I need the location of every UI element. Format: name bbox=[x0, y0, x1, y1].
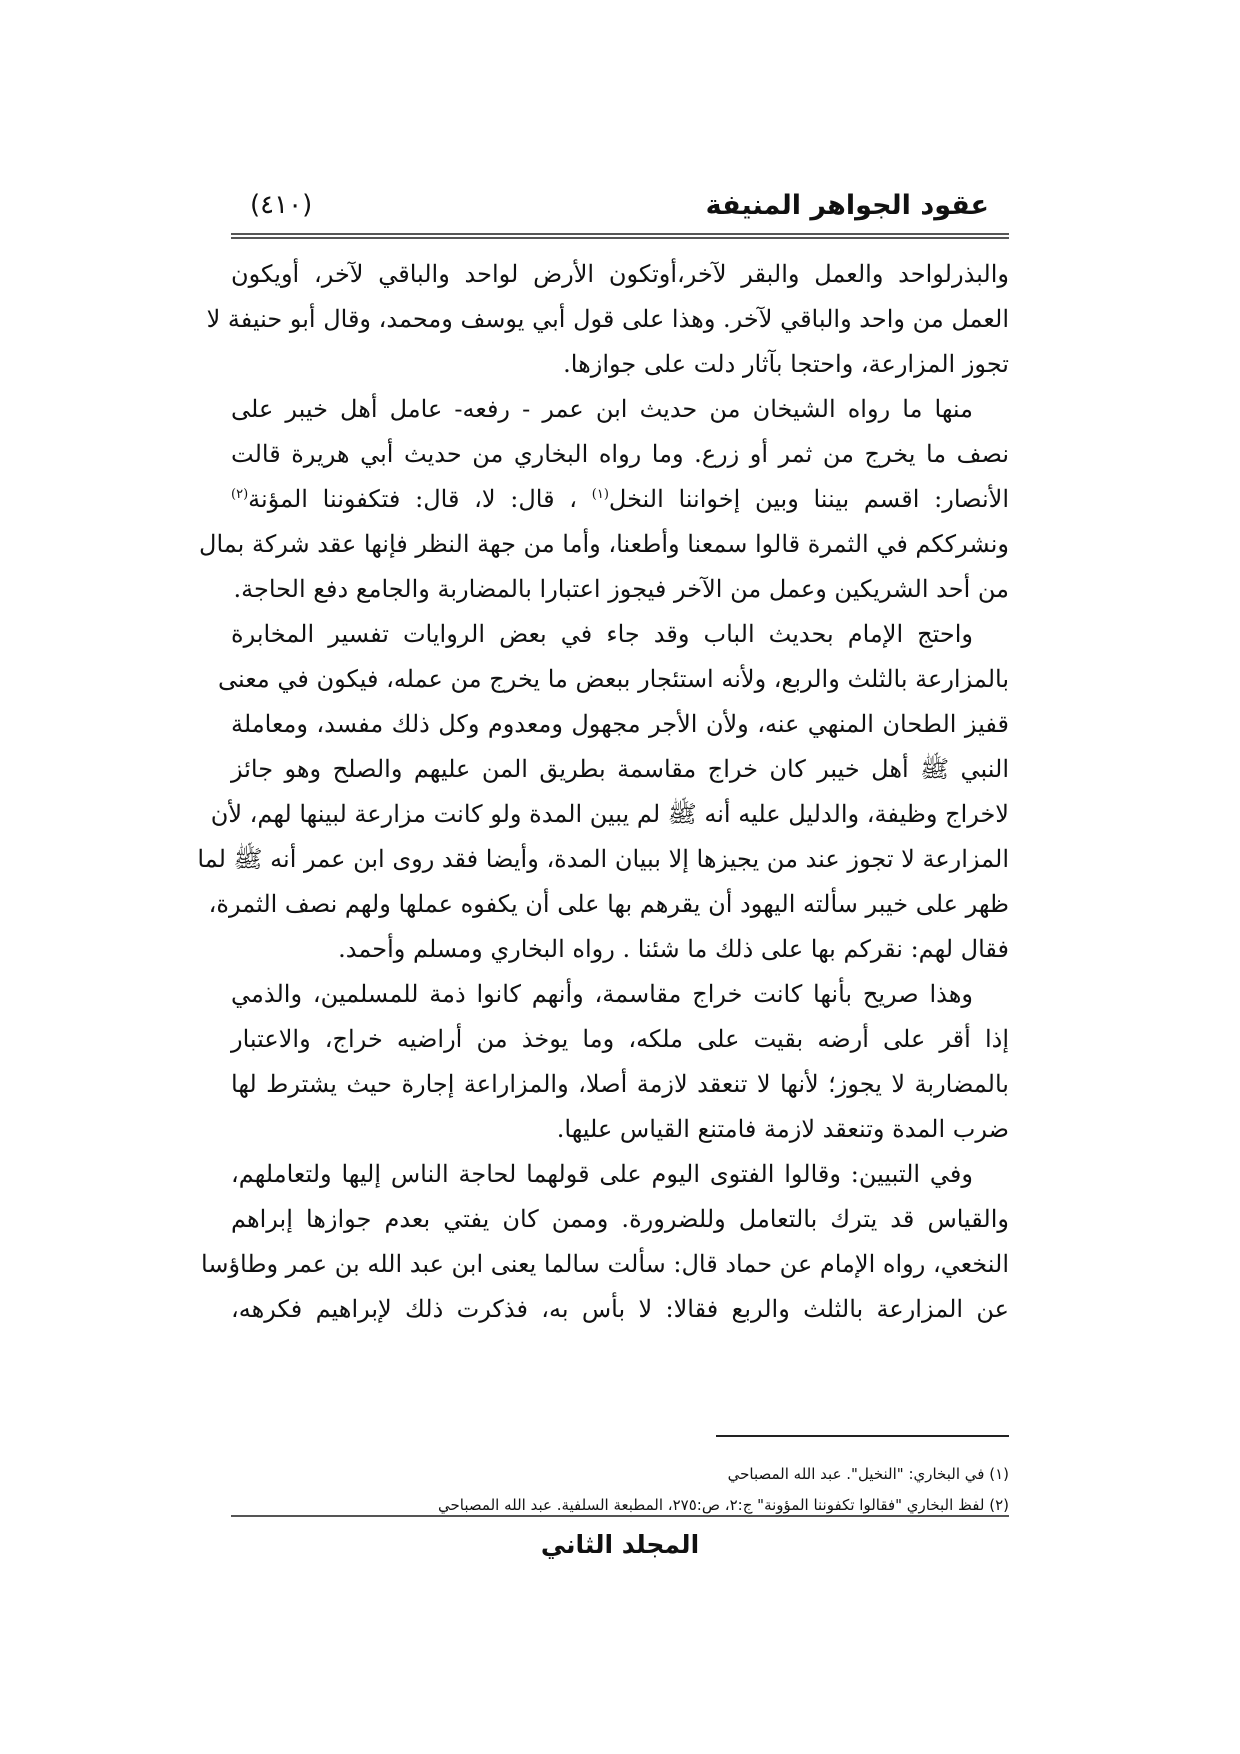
text-line: والبذرلواحد والعمل والبقر لآخر،أوتكون الأرض لواحد والباقي لآخر، أويكون bbox=[231, 260, 1009, 288]
text-line: قفيز الطحان المنهي عنه، ولأن الأجر مجهول ومعدوم وكل ذلك مفسد، ومعاملة bbox=[231, 710, 1009, 738]
text-line: إذا أقر على أرضه بقيت على ملكه، وما يوخذ من أراضيه خراج، والاعتبار bbox=[231, 1025, 1009, 1053]
text-line: نصف ما يخرج من ثمر أو زرع. وما رواه البخاري من حديث أبي هريرة قالت bbox=[231, 440, 1009, 468]
running-header-book-title: عقود الجواهر المنيفة bbox=[705, 190, 989, 221]
text-line: عن المزارعة بالثلث والربع فقالا: لا بأس به، فذكرت ذلك لإبراهيم فكرهه، bbox=[231, 1295, 1009, 1323]
text-line: واحتج الإمام بحديث الباب وقد جاء في بعض الروايات تفسير المخابرة bbox=[231, 620, 974, 648]
text-line: بالمزارعة بالثلث والربع، ولأنه استئجار ببعض ما يخرج من عمله، فيكون في معنى bbox=[218, 665, 1009, 693]
footnote-ref-1[interactable]: (١) bbox=[591, 487, 609, 502]
text-line: ظهر على خيبر سألته اليهود أن يقرهم بها على أن يكفوه عملها ولهم نصف الثمرة، bbox=[208, 890, 1009, 918]
text-line: وهذا صريح بأنها كانت خراج مقاسمة، وأنهم كانوا ذمة للمسلمين، والذمي bbox=[231, 980, 973, 1008]
text-line: منها ما رواه الشيخان من حديث ابن عمر - رفعه- عامل أهل خيبر على bbox=[231, 395, 973, 423]
volume-label: المجلد الثاني bbox=[540, 1530, 700, 1559]
text-line: المزارعة لا تجوز عند من يجيزها إلا ببيان المدة، وأيضا فقد روى ابن عمر أنه ﷺ لما bbox=[197, 845, 1009, 873]
footnote-2: (٢) لفظ البخاري "فقالوا تكفوننا المؤونة" ج:٢، ص:٢٧٥، المطبعة السلفية. عبد الله المصباحي bbox=[438, 1496, 1009, 1514]
text-segment: ، قال: لا، قال: فتكفوننا المؤنة bbox=[248, 485, 578, 513]
main-text bbox=[197, 252, 1009, 1332]
text-segment: الأنصار: اقسم بيننا وبين إخواننا النخل bbox=[608, 485, 1009, 513]
text-line: من أحد الشريكين وعمل من الآخر فيجوز اعتبارا بالمضاربة والجامع دفع الحاجة. bbox=[233, 575, 1009, 603]
text-line: وفي التبيين: وقالوا الفتوى اليوم على قولهما لحاجة الناس إليها ولتعاملهم، bbox=[231, 1160, 973, 1188]
text-line: تجوز المزارعة، واحتجا بآثار دلت على جوازها. bbox=[563, 350, 1009, 378]
text-line: بالمضاربة لا يجوز؛ لأنها لا تنعقد لازمة أصلا، والمزاراعة إجارة حيث يشترط لها bbox=[231, 1070, 1009, 1098]
footnotes bbox=[231, 1459, 1009, 1521]
footnote-1: (١) في البخاري: "النخيل". عبد الله المصباحي bbox=[727, 1465, 1009, 1483]
text-line: النبي ﷺ أهل خيبر كان خراج مقاسمة بطريق المن عليهم والصلح وهو جائز bbox=[231, 755, 1009, 783]
footer-rule bbox=[231, 1515, 1009, 1517]
text-line: ونشرككم في الثمرة قالوا سمعنا وأطعنا، وأما من جهة النظر فإنها عقد شركة بمال bbox=[199, 530, 1009, 558]
text-line: فقال لهم: نقركم بها على ذلك ما شئنا . رواه البخاري ومسلم وأحمد. bbox=[338, 935, 1009, 963]
text-line: لاخراج وظيفة، والدليل عليه أنه ﷺ لم يبين المدة ولو كانت مزارعة لبينها لهم، لأن bbox=[210, 800, 1009, 828]
text-line-with-footnote-refs bbox=[231, 477, 1009, 522]
footnote-ref-2[interactable]: (٢) bbox=[231, 487, 249, 502]
page-number: (٤١٠) bbox=[250, 190, 313, 220]
text-line: العمل من واحد والباقي لآخر. وهذا على قول أبي يوسف ومحمد، وقال أبو حنيفة لا bbox=[206, 305, 1009, 333]
footnote-separator bbox=[716, 1435, 1009, 1437]
text-line: والقياس قد يترك بالتعامل وللضرورة. وممن كان يفتي بعدم جوازها إبراهم bbox=[231, 1205, 1009, 1233]
header-double-rule bbox=[231, 233, 1009, 239]
text-line: ضرب المدة وتنعقد لازمة فامتنع القياس عليها. bbox=[556, 1115, 1009, 1143]
text-line: النخعي، رواه الإمام عن حماد قال: سألت سالما يعنى ابن عبد الله بن عمر وطاؤسا bbox=[201, 1250, 1009, 1278]
